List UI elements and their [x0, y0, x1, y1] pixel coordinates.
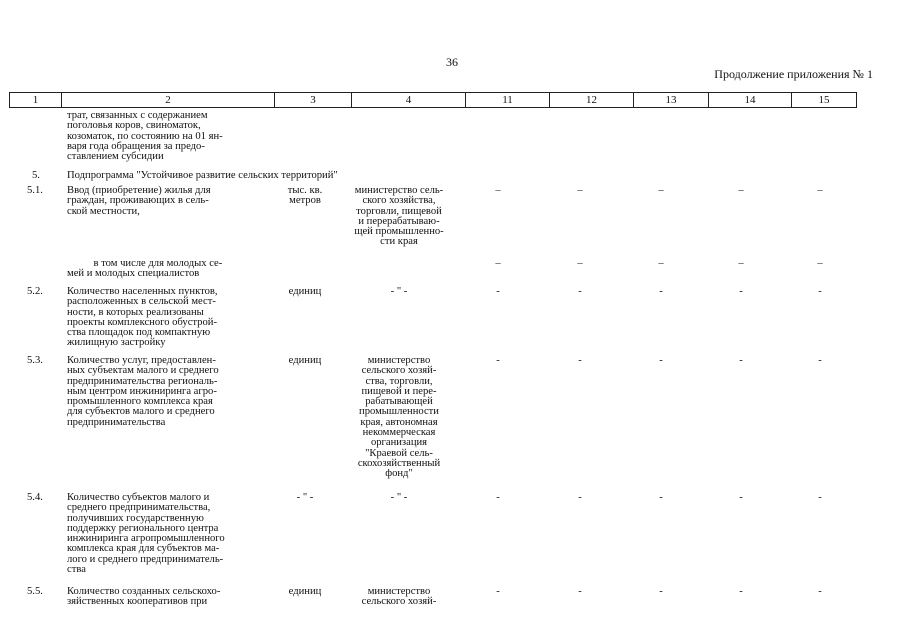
page-number: 36 [446, 55, 458, 69]
row-number: 5.3. [27, 355, 43, 366]
row-number: 5.1. [27, 185, 43, 196]
row-value-13: - [659, 492, 663, 503]
row-value-14: – [738, 185, 744, 196]
header-col-1: 1 [10, 93, 62, 107]
row-value-15: - [818, 586, 822, 597]
row-value-15: – [817, 258, 823, 269]
row-executor: министерство сель- ского хозяйства, торговли, пищевой и перерабатываю- щей промышленно- сти края [354, 185, 444, 248]
row-description: трат, связанных с содержанием поголовья коров, свиноматок, козоматок, по состоянию на 01 ян- варя года обращения за предо- ставлением субсидии [67, 110, 223, 163]
row-value-11: - [496, 355, 500, 366]
row-value-14: - [739, 586, 743, 597]
row-value-15: – [817, 185, 823, 196]
row-unit: тыс. кв. метров [287, 185, 323, 207]
row-value-11: – [495, 185, 501, 196]
row-value-11: – [495, 258, 501, 269]
subprogram-number: 5. [32, 170, 40, 181]
row-description: Количество населенных пунктов, расположенных в сельской мест- ности, в которых реализованы проекты комплексного обустрой- ства площадок под компактную жилищную застройку [67, 286, 218, 349]
row-value-12: - [578, 286, 582, 297]
row-unit: единиц [288, 586, 322, 597]
row-value-15: - [818, 492, 822, 503]
row-value-15: - [818, 286, 822, 297]
row-value-13: - [659, 286, 663, 297]
row-executor: министерство сельского хозяй- [361, 586, 437, 608]
row-unit: единиц [288, 355, 322, 366]
continuation-label: Продолжение приложения № 1 [714, 67, 873, 81]
row-value-14: - [739, 286, 743, 297]
header-col-2: 2 [62, 93, 275, 107]
subprogram-title: Подпрограмма "Устойчивое развитие сельских территорий" [67, 170, 338, 181]
row-description: Количество услуг, предоставлен- ных субъектам малого и среднего предпринимательства региональ- ным центром инжиниринга агро- промышленного комплекса края для субъектов малого и среднего предпринимательства [67, 355, 219, 428]
header-col-13: 13 [634, 93, 709, 107]
header-col-11: 11 [466, 93, 550, 107]
header-col-14: 14 [709, 93, 792, 107]
row-description: Количество субъектов малого и среднего предпринимательства, получивших государственную поддержку регионального центра инжиниринга агропромышленного комплекса края для субъектов ма- лого и среднего предприниматель- ства [67, 492, 225, 576]
row-value-14: - [739, 492, 743, 503]
row-value-11: - [496, 586, 500, 597]
row-executor: - " - [390, 492, 408, 503]
row-value-12: – [577, 185, 583, 196]
header-col-12: 12 [550, 93, 634, 107]
row-value-11: - [496, 286, 500, 297]
row-value-12: - [578, 586, 582, 597]
row-description: Ввод (приобретение) жилья для граждан, проживающих в сель- ской местности, [67, 185, 211, 217]
row-value-13: – [658, 185, 664, 196]
row-number: 5.4. [27, 492, 43, 503]
header-col-4: 4 [352, 93, 466, 107]
row-executor: - " - [390, 286, 408, 297]
row-executor: министерство сельского хозяй- ства, торговли, пищевой и пере- рабатывающей промышленности края, автономная некоммерческая организация "Краевой сель- скохозяйственный фонд" [357, 355, 441, 480]
row-value-12: – [577, 258, 583, 269]
row-number: 5.5. [27, 586, 43, 597]
row-unit: - " - [296, 492, 314, 503]
header-col-15: 15 [818, 94, 830, 106]
table-header [9, 92, 857, 108]
row-description: в том числе для молодых се- мей и молодых специалистов [67, 258, 223, 280]
row-unit: единиц [288, 286, 322, 297]
row-value-14: - [739, 355, 743, 366]
row-value-12: - [578, 492, 582, 503]
row-number: 5.2. [27, 286, 43, 297]
row-value-13: - [659, 586, 663, 597]
row-value-11: - [496, 492, 500, 503]
row-value-13: - [659, 355, 663, 366]
header-col-3: 3 [275, 93, 352, 107]
row-value-14: – [738, 258, 744, 269]
row-value-15: - [818, 355, 822, 366]
row-value-13: – [658, 258, 664, 269]
row-description: Количество созданных сельскохо- зяйственных кооперативов при [67, 586, 221, 608]
row-value-12: - [578, 355, 582, 366]
